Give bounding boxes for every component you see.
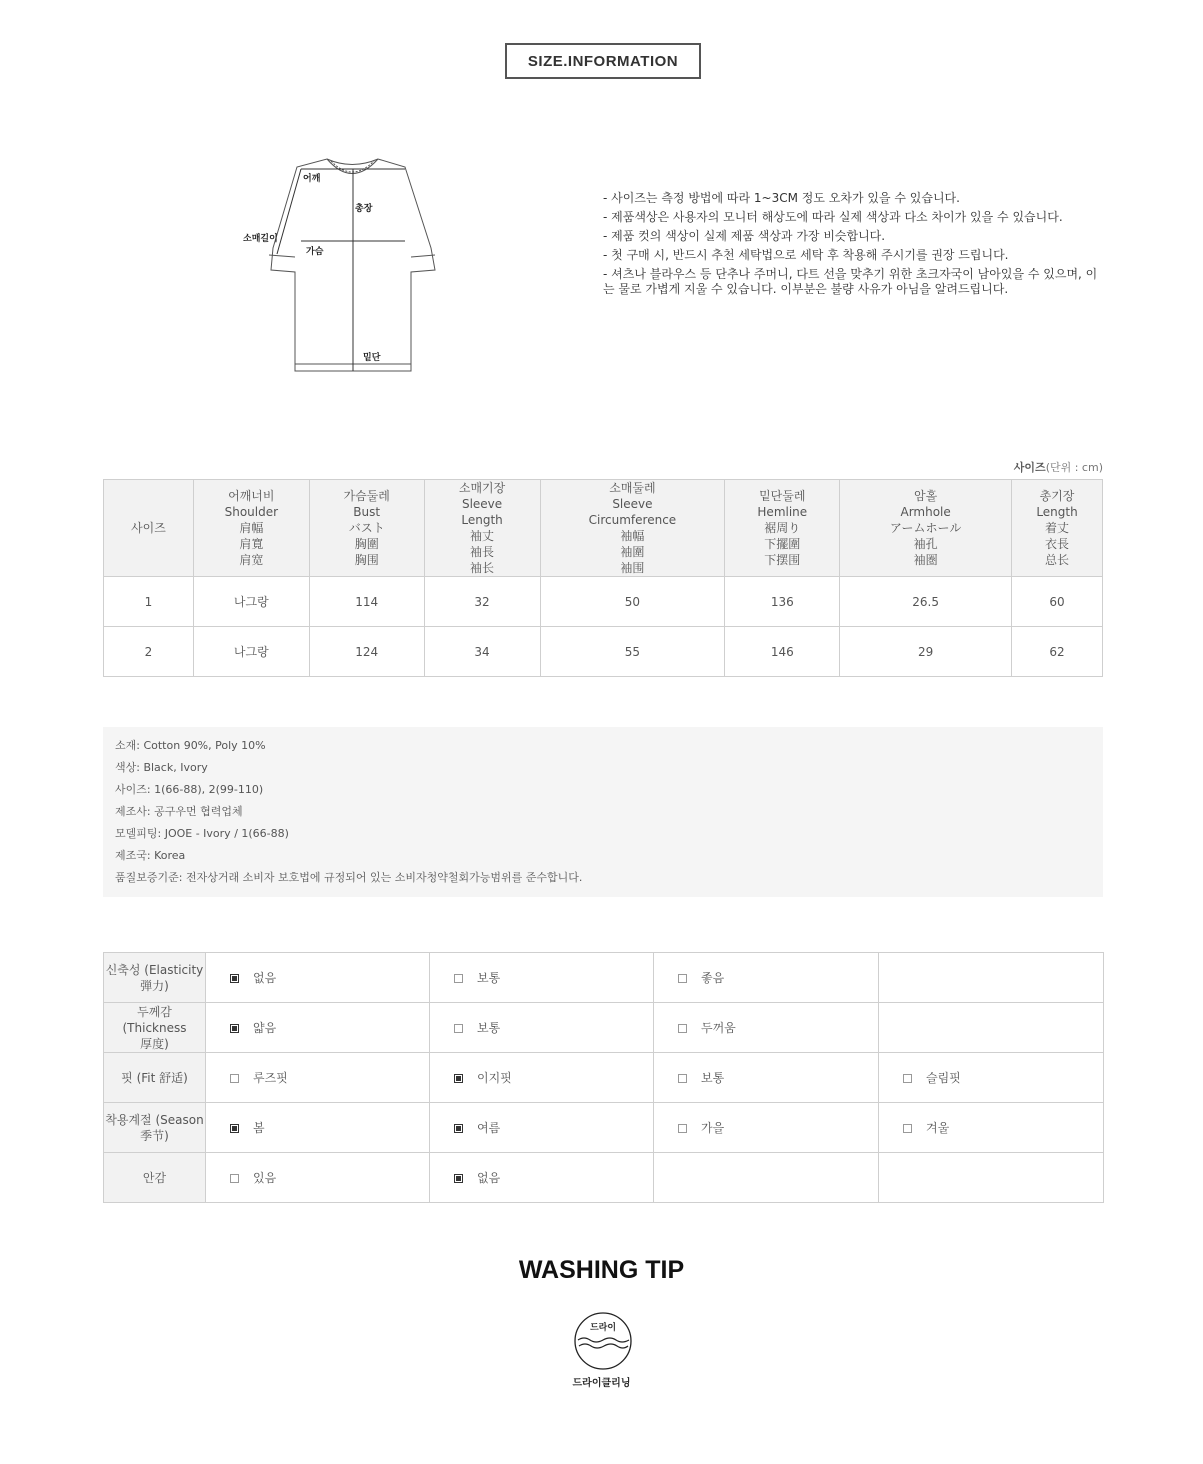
- option-text: 슬림핏: [926, 1071, 961, 1085]
- header-hemline: 밑단둘레 Hemline 裾周り 下擺圍 下摆围: [725, 480, 840, 577]
- info-quality: 품질보증기준: 전자상거래 소비자 보호법에 규정되어 있는 소비자청약철회가능범위를 준수합니다.: [115, 871, 583, 884]
- unchecked-box-icon: [903, 1124, 912, 1133]
- attribute-option: [430, 1103, 654, 1153]
- value-cell: 124: [309, 627, 424, 677]
- option-text: 없음: [477, 1171, 501, 1185]
- attribute-row: [104, 1053, 1104, 1103]
- value-cell: 55: [540, 627, 725, 677]
- header-bust: 가슴둘레 Bust バスト 胸圍 胸围: [309, 480, 424, 577]
- option-text: 보통: [701, 1071, 725, 1085]
- unchecked-box-icon: [678, 1074, 687, 1083]
- option-text: 루즈핏: [253, 1071, 288, 1085]
- header-armhole: 암홀 Armhole アームホール 袖孔 袖圏: [840, 480, 1012, 577]
- checked-box-icon: [230, 974, 239, 983]
- value-cell: 50: [540, 577, 725, 627]
- option-text: 봄: [253, 1121, 265, 1135]
- value-cell: 나그랑: [193, 627, 309, 677]
- header-size: 사이즈: [104, 480, 194, 577]
- attribute-option: [430, 1153, 654, 1203]
- value-cell: 146: [725, 627, 840, 677]
- checked-box-icon: [454, 1124, 463, 1133]
- unchecked-box-icon: [454, 974, 463, 983]
- attribute-option: [430, 1053, 654, 1103]
- attribute-option: [430, 1003, 654, 1053]
- garment-diagram: [235, 150, 465, 390]
- option-text: 보통: [477, 1021, 501, 1035]
- note-item: - 첫 구매 시, 반드시 추천 세탁법으로 세탁 후 착용해 주시기를 권장 드립니다.: [603, 248, 1009, 262]
- option-text: 얇음: [253, 1021, 277, 1035]
- info-material: 소재: Cotton 90%, Poly 10%: [115, 739, 266, 752]
- attribute-option: [654, 1103, 879, 1153]
- size-cell: 1: [104, 577, 194, 627]
- checked-box-icon: [454, 1074, 463, 1083]
- value-cell: 114: [309, 577, 424, 627]
- value-cell: 나그랑: [193, 577, 309, 627]
- option-text: 여름: [477, 1121, 501, 1135]
- info-country: 제조국: Korea: [115, 849, 186, 862]
- attribute-option: [206, 1103, 430, 1153]
- option-text: 가을: [701, 1121, 725, 1135]
- size-table-header: [104, 480, 1103, 577]
- note-item: - 제품 컷의 색상이 실제 제품 색상과 가장 비슷합니다.: [603, 229, 886, 243]
- attribute-option: [879, 1153, 1104, 1203]
- size-table: [103, 479, 1103, 677]
- unchecked-box-icon: [903, 1074, 912, 1083]
- attribute-option: [879, 1103, 1104, 1153]
- note-item: - 제품색상은 사용자의 모니터 해상도에 따라 실제 색상과 다소 차이가 있을 수 있습니다.: [603, 210, 1063, 224]
- attribute-label: 핏 (Fit 舒适): [104, 1053, 206, 1103]
- attribute-option: [206, 1053, 430, 1103]
- attribute-option: [206, 1153, 430, 1203]
- unchecked-box-icon: [678, 974, 687, 983]
- attribute-option: [430, 953, 654, 1003]
- header-sleeve-length: 소매기장 Sleeve Length 袖丈 袖長 袖长: [424, 480, 540, 577]
- value-cell: 32: [424, 577, 540, 627]
- attribute-row: [104, 1103, 1104, 1153]
- note-item: - 셔츠나 블라우스 등 단추나 주머니, 다트 선을 맞추기 위한 초크자국이 남아있을 수 있으며, 이는 물로 가볍게 지울 수 있습니다. 이부분은 불량 사유가 아님을 알려드립니다.: [603, 267, 1098, 296]
- unchecked-box-icon: [454, 1024, 463, 1033]
- unit-note: [1014, 459, 1103, 475]
- dry-clean-icon: [572, 1310, 634, 1372]
- attribute-option: [654, 1003, 879, 1053]
- attribute-label: 두께감 (Thickness 厚度): [104, 1003, 206, 1053]
- value-cell: 26.5: [840, 577, 1012, 627]
- table-row: [104, 627, 1103, 677]
- value-cell: 29: [840, 627, 1012, 677]
- value-cell: 60: [1012, 577, 1103, 627]
- header-length: 총기장 Length 着丈 衣長 总长: [1012, 480, 1103, 577]
- option-text: 이지핏: [477, 1071, 512, 1085]
- table-row: [104, 577, 1103, 627]
- chest-label: 가슴: [306, 247, 324, 257]
- shoulder-label: 어깨: [303, 174, 321, 184]
- attribute-option: [879, 1003, 1104, 1053]
- info-manufacturer: 제조사: 공구우먼 협력업체: [115, 805, 243, 818]
- info-model-fitting: 모델피팅: JOOE - Ivory / 1(66-88): [115, 827, 289, 840]
- washing-tip-title: WASHING TIP: [518, 1256, 685, 1284]
- checked-box-icon: [230, 1024, 239, 1033]
- size-cell: 2: [104, 627, 194, 677]
- attribute-row: [104, 1003, 1104, 1053]
- value-cell: 34: [424, 627, 540, 677]
- attribute-row: [104, 953, 1104, 1003]
- attribute-label: 착용계절 (Season 季节): [104, 1103, 206, 1153]
- checked-box-icon: [454, 1174, 463, 1183]
- unit-label: 사이즈: [1013, 461, 1046, 474]
- tshirt-outline-icon: [235, 150, 465, 390]
- attribute-option: [654, 953, 879, 1003]
- attribute-option: [879, 1053, 1104, 1103]
- attribute-option: [654, 1153, 879, 1203]
- info-color: 색상: Black, Ivory: [115, 761, 208, 774]
- info-size: 사이즈: 1(66-88), 2(99-110): [115, 783, 264, 796]
- product-info-box: [103, 727, 1103, 897]
- washing-caption: 드라이클리닝: [572, 1378, 631, 1389]
- attribute-option: [654, 1053, 879, 1103]
- note-item: - 사이즈는 측정 방법에 따라 1~3CM 정도 오차가 있을 수 있습니다.: [603, 191, 960, 205]
- checked-box-icon: [230, 1124, 239, 1133]
- unit-text: (단위 : cm): [1045, 461, 1103, 474]
- attribute-label: 안감: [104, 1153, 206, 1203]
- attribute-option: [879, 953, 1104, 1003]
- header-shoulder: 어깨너비 Shoulder 肩幅 肩寬 肩宽: [193, 480, 309, 577]
- attribute-label: 신축성 (Elasticity 弾力): [104, 953, 206, 1003]
- attribute-option: [206, 953, 430, 1003]
- option-text: 겨울: [926, 1121, 950, 1135]
- hem-label: 밑단: [363, 353, 381, 363]
- unchecked-box-icon: [678, 1124, 687, 1133]
- unchecked-box-icon: [678, 1024, 687, 1033]
- option-text: 보통: [477, 971, 501, 985]
- length-label: 총장: [355, 204, 373, 214]
- unchecked-box-icon: [230, 1074, 239, 1083]
- sleeve-label: 소매길이: [243, 234, 278, 244]
- value-cell: 62: [1012, 627, 1103, 677]
- size-notes: [603, 189, 1103, 297]
- value-cell: 136: [725, 577, 840, 627]
- header-sleeve-circumference: 소매둘레 Sleeve Circumference 袖幅 袖圍 袖围: [540, 480, 725, 577]
- attribute-option: [206, 1003, 430, 1053]
- option-text: 좋음: [701, 971, 725, 985]
- dry-label: 드라이: [589, 1323, 617, 1333]
- option-text: 없음: [253, 971, 277, 985]
- page-title: SIZE.INFORMATION: [505, 43, 701, 79]
- attribute-table: [103, 952, 1104, 1203]
- attribute-row: [104, 1153, 1104, 1203]
- option-text: 있음: [253, 1171, 277, 1185]
- unchecked-box-icon: [230, 1174, 239, 1183]
- option-text: 두꺼움: [701, 1021, 736, 1035]
